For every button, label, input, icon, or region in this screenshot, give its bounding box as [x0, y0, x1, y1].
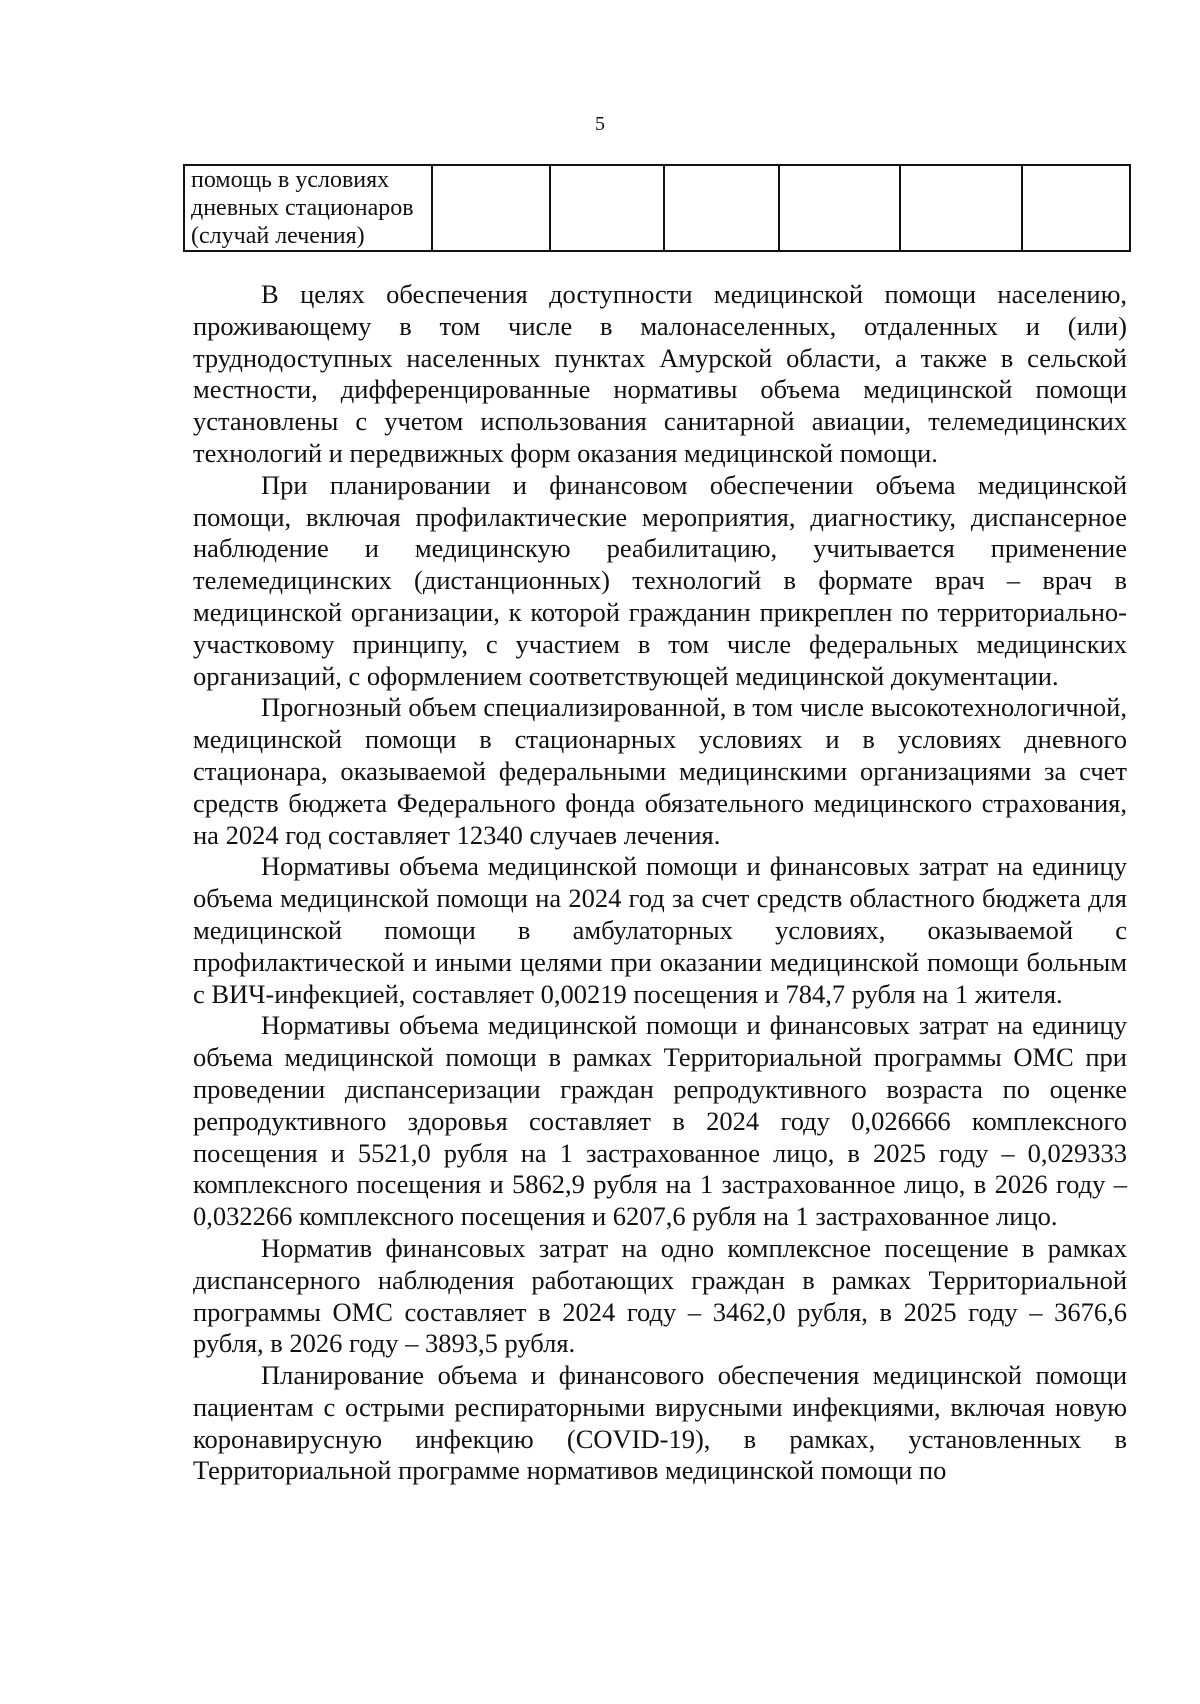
paragraph-dispensary-norm: Норматив финансовых затрат на одно комплексное посещение в рамках диспансерного наблюдения работающих граждан в рамках Территориальной программы ОМС составляет в 2024 году – 3462,0 рубля, в 2025 году – 3676,6 рубля, в 2026 году – 3893,5 рубля. [193, 1232, 1127, 1359]
page-number: 5 [595, 113, 605, 135]
table-cell-empty [550, 165, 664, 251]
paragraph-reproductive-norms: Нормативы объема медицинской помощи и финансовых затрат на единицу объема медицинской помощи в рамках Территориальной программы ОМС при проведении диспансеризации граждан репродуктивного возраста по оценке репродуктивного здоровья составляет в 2024 году 0,026666 комплексного посещения и 5521,0 рубля на 1 застрахованное лицо, в 2025 году – 0,029333 комплексного посещения и 5862,9 рубля на 1 застрахованное лицо, в 2026 году – 0,032266 комплексного посещения и 6207,6 рубля на 1 застрахованное лицо. [193, 1010, 1127, 1232]
paragraph-hiv-norms: Нормативы объема медицинской помощи и финансовых затрат на единицу объема медицинской помощи на 2024 год за счет средств областного бюджета для медицинской помощи в амбулаторных условиях, оказываемой с профилактической и иными целями при оказании медицинской помощи больным с ВИЧ-инфекцией, составляет 0,00219 посещения и 784,7 рубля на 1 жителя. [193, 851, 1127, 1009]
table-row-label: помощь в условиях дневных стационаров (случай лечения) [184, 165, 432, 251]
paragraph-accessibility: В целях обеспечения доступности медицинской помощи населению, проживающему в том числе в малонаселенных, отдаленных и (или) труднодоступных населенных пунктах Амурской области, а также в сельской местности, дифференцированные нормативы объема медицинской помощи установлены с учетом использования санитарной авиации, телемедицинских технологий и передвижных форм оказания медицинской помощи. [193, 279, 1127, 468]
volume-table-continuation [183, 164, 1131, 252]
paragraph-covid-planning: Планирование объема и финансового обеспечения медицинской помощи пациентам с острыми респираторными вирусными инфекциями, включая новую коронавирусную инфекцию (COVID-19), в рамках, установленных в Территориальной программе нормативов медицинской помощи по [193, 1360, 1127, 1486]
paragraph-federal-volume: Прогнозный объем специализированной, в том числе высокотехнологичной, медицинской помощи в стационарных условиях и в условиях дневного стационара, оказываемой федеральными медицинскими организациями за счет средств бюджета Федерального фонда обязательного медицинского страхования, на 2024 год составляет 12340 случаев лечения. [193, 692, 1127, 850]
paragraph-telemedicine: При планировании и финансовом обеспечении объема медицинской помощи, включая профилактические мероприятия, диагностику, диспансерное наблюдение и медицинскую реабилитацию, учитывается применение телемедицинских (дистанционных) технологий в формате врач – врач в медицинской организации, к которой гражданин прикреплен по территориально-участковому принципу, с участием в том числе федеральных медицинских организаций, с оформлением соответствующей медицинской документации. [193, 469, 1127, 691]
table-cell-empty [1022, 165, 1130, 251]
table-cell-empty [664, 165, 779, 251]
table-cell-empty [779, 165, 900, 251]
table-cell-empty [432, 165, 550, 251]
document-body [193, 279, 1127, 1487]
table-cell-empty [900, 165, 1022, 251]
table-row [184, 165, 1130, 251]
